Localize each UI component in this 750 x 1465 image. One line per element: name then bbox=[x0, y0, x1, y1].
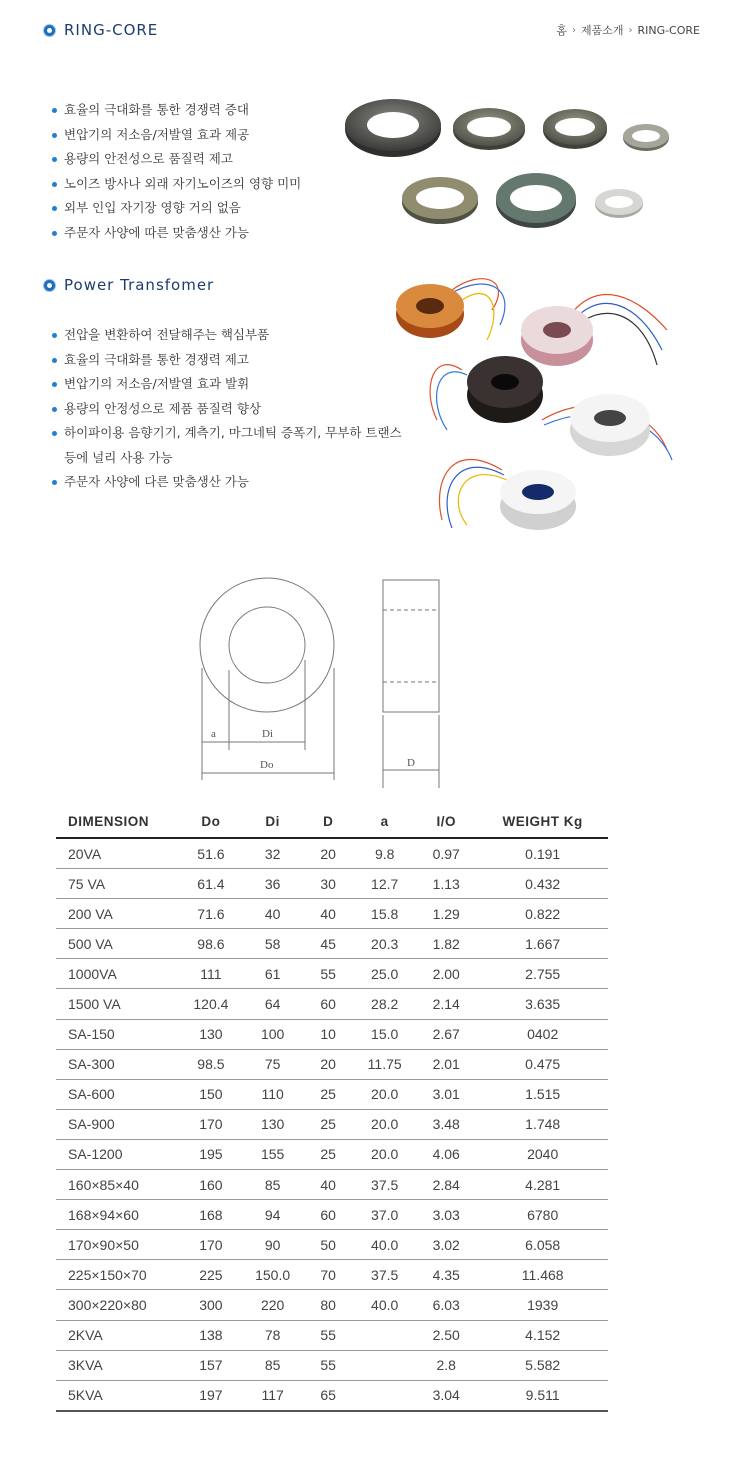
ring-core-title bbox=[44, 21, 158, 39]
table-cell: 100 bbox=[243, 1019, 302, 1049]
power-transformer-title-text: Power Transfomer bbox=[64, 276, 215, 294]
table-cell: 75 VA bbox=[56, 869, 179, 899]
list-item: 변압기의 저소음/저발열 효과 제공 bbox=[52, 123, 301, 148]
table-cell: 3.04 bbox=[415, 1380, 477, 1411]
list-item: 노이즈 방사나 외래 자기노이즈의 영향 미미 bbox=[52, 172, 301, 197]
table-cell: 40 bbox=[243, 899, 302, 929]
table-cell: 500 VA bbox=[56, 929, 179, 959]
table-cell: 0.191 bbox=[477, 838, 608, 869]
table-cell: 160 bbox=[179, 1170, 244, 1200]
table-cell: 150 bbox=[179, 1079, 244, 1109]
table-cell: 3.48 bbox=[415, 1109, 477, 1139]
table-row bbox=[56, 1109, 608, 1139]
table-row bbox=[56, 1380, 608, 1411]
table-cell: 1000VA bbox=[56, 959, 179, 989]
table-cell: 5.582 bbox=[477, 1350, 608, 1380]
table-cell: 197 bbox=[179, 1380, 244, 1411]
table-row bbox=[56, 899, 608, 929]
table-cell: 11.468 bbox=[477, 1260, 608, 1290]
list-item: 전압을 변환하여 전달해주는 핵심부품 bbox=[52, 323, 402, 348]
table-cell: 25 bbox=[302, 1079, 354, 1109]
table-cell: 50 bbox=[302, 1230, 354, 1260]
table-cell: 58 bbox=[243, 929, 302, 959]
table-cell: 20 bbox=[302, 1049, 354, 1079]
table-cell: SA-300 bbox=[56, 1049, 179, 1079]
chevron-right-icon: › bbox=[571, 24, 576, 36]
table-cell: SA-900 bbox=[56, 1109, 179, 1139]
table-cell: 120.4 bbox=[179, 989, 244, 1019]
table-cell: 55 bbox=[302, 1350, 354, 1380]
table-cell: 85 bbox=[243, 1350, 302, 1380]
table-cell: 11.75 bbox=[354, 1049, 415, 1079]
table-cell: 12.7 bbox=[354, 869, 415, 899]
table-cell: 157 bbox=[179, 1350, 244, 1380]
table-body bbox=[56, 838, 608, 1411]
table-row bbox=[56, 1290, 608, 1320]
table-cell: 25.0 bbox=[354, 959, 415, 989]
table-cell: 4.152 bbox=[477, 1320, 608, 1350]
table-cell: 225 bbox=[179, 1260, 244, 1290]
table-cell: 25 bbox=[302, 1139, 354, 1169]
table-cell: 2.8 bbox=[415, 1350, 477, 1380]
table-cell: 2.755 bbox=[477, 959, 608, 989]
table-cell: 1.748 bbox=[477, 1109, 608, 1139]
table-cell: 2KVA bbox=[56, 1320, 179, 1350]
table-cell: 3KVA bbox=[56, 1350, 179, 1380]
table-cell: 300×220×80 bbox=[56, 1290, 179, 1320]
table-cell: 1.82 bbox=[415, 929, 477, 959]
table-cell: 55 bbox=[302, 1320, 354, 1350]
table-cell: 20VA bbox=[56, 838, 179, 869]
table-cell: 65 bbox=[302, 1380, 354, 1411]
table-cell: 4.35 bbox=[415, 1260, 477, 1290]
col-header: Di bbox=[243, 805, 302, 838]
table-cell bbox=[354, 1350, 415, 1380]
table-cell: 20.3 bbox=[354, 929, 415, 959]
table-cell: 1.515 bbox=[477, 1079, 608, 1109]
table-cell: SA-150 bbox=[56, 1019, 179, 1049]
table-row bbox=[56, 929, 608, 959]
col-header: DIMENSION bbox=[56, 805, 179, 838]
table-cell: SA-600 bbox=[56, 1079, 179, 1109]
table-cell: 94 bbox=[243, 1200, 302, 1230]
table-cell: 0.822 bbox=[477, 899, 608, 929]
list-item: 용량의 안전성으로 품질력 제고 bbox=[52, 147, 301, 172]
table-row bbox=[56, 1079, 608, 1109]
power-transformer-features bbox=[52, 323, 402, 495]
power-transformer-title bbox=[44, 276, 214, 294]
table-cell: 200 VA bbox=[56, 899, 179, 929]
table-cell: 78 bbox=[243, 1320, 302, 1350]
col-header: WEIGHT Kg bbox=[477, 805, 608, 838]
table-cell: 170×90×50 bbox=[56, 1230, 179, 1260]
breadcrumb-current[interactable]: RING-CORE bbox=[637, 23, 700, 37]
table-row bbox=[56, 1049, 608, 1079]
table-row bbox=[56, 1019, 608, 1049]
list-item: 효율의 극대화를 통한 경쟁력 제고 bbox=[52, 348, 402, 373]
table-cell: 32 bbox=[243, 838, 302, 869]
table-cell: 170 bbox=[179, 1230, 244, 1260]
table-cell: 1.667 bbox=[477, 929, 608, 959]
table-cell: 15.8 bbox=[354, 899, 415, 929]
list-item: 외부 인입 자기장 영향 거의 없음 bbox=[52, 196, 301, 221]
table-row bbox=[56, 1230, 608, 1260]
list-item-line: 하이파이용 음향기기, 계측기, 마그네틱 증폭기, 무부하 트랜스 bbox=[64, 425, 402, 440]
table-cell: 195 bbox=[179, 1139, 244, 1169]
table-cell: 3.01 bbox=[415, 1079, 477, 1109]
breadcrumb-category[interactable]: 제품소개 bbox=[580, 24, 624, 37]
table-cell: 160×85×40 bbox=[56, 1170, 179, 1200]
table-cell: 2.01 bbox=[415, 1049, 477, 1079]
table-cell: 36 bbox=[243, 869, 302, 899]
table-cell: 28.2 bbox=[354, 989, 415, 1019]
table-cell: 6780 bbox=[477, 1200, 608, 1230]
table-cell: 2.84 bbox=[415, 1170, 477, 1200]
table-cell: 2.67 bbox=[415, 1019, 477, 1049]
table-row bbox=[56, 1170, 608, 1200]
table-cell: 0.475 bbox=[477, 1049, 608, 1079]
table-cell: 3.635 bbox=[477, 989, 608, 1019]
table-row bbox=[56, 1200, 608, 1230]
col-header: Do bbox=[179, 805, 244, 838]
table-cell: 130 bbox=[243, 1109, 302, 1139]
table-cell: 37.5 bbox=[354, 1170, 415, 1200]
table-cell: 2.14 bbox=[415, 989, 477, 1019]
table-row bbox=[56, 869, 608, 899]
table-cell: 170 bbox=[179, 1109, 244, 1139]
table-cell: 37.5 bbox=[354, 1260, 415, 1290]
list-item-line: 등에 널리 사용 가능 bbox=[64, 449, 173, 465]
table-cell: 1500 VA bbox=[56, 989, 179, 1019]
table-cell: 40 bbox=[302, 899, 354, 929]
table-cell: SA-1200 bbox=[56, 1139, 179, 1169]
list-item bbox=[52, 421, 402, 470]
table-cell: 6.03 bbox=[415, 1290, 477, 1320]
table-cell: 80 bbox=[302, 1290, 354, 1320]
table-cell bbox=[354, 1380, 415, 1411]
table-cell: 1939 bbox=[477, 1290, 608, 1320]
table-row bbox=[56, 838, 608, 869]
table-cell: 98.6 bbox=[179, 929, 244, 959]
col-header: I/O bbox=[415, 805, 477, 838]
table-cell: 61 bbox=[243, 959, 302, 989]
table-row bbox=[56, 959, 608, 989]
table-row bbox=[56, 1320, 608, 1350]
table-cell: 4.06 bbox=[415, 1139, 477, 1169]
table-cell: 45 bbox=[302, 929, 354, 959]
breadcrumb-home[interactable]: 홈 bbox=[556, 24, 567, 37]
ring-core-title-text: RING-CORE bbox=[64, 21, 159, 39]
chevron-right-icon: › bbox=[628, 24, 633, 36]
table-cell: 15.0 bbox=[354, 1019, 415, 1049]
table-cell: 37.0 bbox=[354, 1200, 415, 1230]
table-cell: 40.0 bbox=[354, 1230, 415, 1260]
table-cell: 5KVA bbox=[56, 1380, 179, 1411]
table-row bbox=[56, 1260, 608, 1290]
bullet-circle-icon bbox=[44, 280, 55, 291]
table-cell: 25 bbox=[302, 1109, 354, 1139]
table-cell: 75 bbox=[243, 1049, 302, 1079]
table-cell: 71.6 bbox=[179, 899, 244, 929]
table-cell: 4.281 bbox=[477, 1170, 608, 1200]
dimension-diagram bbox=[190, 570, 470, 795]
table-cell: 10 bbox=[302, 1019, 354, 1049]
table-cell: 168×94×60 bbox=[56, 1200, 179, 1230]
table-cell: 130 bbox=[179, 1019, 244, 1049]
table-cell: 51.6 bbox=[179, 838, 244, 869]
label-do: Do bbox=[260, 759, 274, 771]
table-cell: 155 bbox=[243, 1139, 302, 1169]
label-di: Di bbox=[262, 728, 273, 740]
col-header: D bbox=[302, 805, 354, 838]
table-cell: 20 bbox=[302, 838, 354, 869]
table-cell: 64 bbox=[243, 989, 302, 1019]
table-cell: 98.5 bbox=[179, 1049, 244, 1079]
list-item: 변압기의 저소음/저발열 효과 발휘 bbox=[52, 372, 402, 397]
table-cell: 9.8 bbox=[354, 838, 415, 869]
power-transformer-photo bbox=[392, 270, 682, 532]
list-item: 효율의 극대화를 통한 경쟁력 증대 bbox=[52, 98, 301, 123]
col-header: a bbox=[354, 805, 415, 838]
bullet-circle-icon bbox=[44, 25, 55, 36]
list-item: 주문자 사양에 다른 맞춤생산 가능 bbox=[52, 470, 402, 495]
table-cell: 85 bbox=[243, 1170, 302, 1200]
table-cell: 138 bbox=[179, 1320, 244, 1350]
table-cell: 220 bbox=[243, 1290, 302, 1320]
table-cell: 0402 bbox=[477, 1019, 608, 1049]
table-cell: 150.0 bbox=[243, 1260, 302, 1290]
table-cell bbox=[354, 1320, 415, 1350]
breadcrumb bbox=[556, 22, 700, 38]
list-item: 용량의 안정성으로 제품 품질력 향상 bbox=[52, 397, 402, 422]
table-cell: 20.0 bbox=[354, 1109, 415, 1139]
table-cell: 0.432 bbox=[477, 869, 608, 899]
ring-core-features bbox=[52, 98, 301, 245]
table-cell: 1.29 bbox=[415, 899, 477, 929]
label-a: a bbox=[211, 728, 216, 740]
table-cell: 300 bbox=[179, 1290, 244, 1320]
table-row bbox=[56, 989, 608, 1019]
table-cell: 20.0 bbox=[354, 1079, 415, 1109]
table-cell: 111 bbox=[179, 959, 244, 989]
table-cell: 2.00 bbox=[415, 959, 477, 989]
table-cell: 20.0 bbox=[354, 1139, 415, 1169]
table-cell: 30 bbox=[302, 869, 354, 899]
table-cell: 110 bbox=[243, 1079, 302, 1109]
table-cell: 2040 bbox=[477, 1139, 608, 1169]
list-item: 주문자 사양에 따른 맞춤생산 가능 bbox=[52, 221, 301, 246]
table-cell: 60 bbox=[302, 1200, 354, 1230]
table-cell: 40 bbox=[302, 1170, 354, 1200]
table-cell: 1.13 bbox=[415, 869, 477, 899]
label-d: D bbox=[407, 757, 415, 769]
table-cell: 61.4 bbox=[179, 869, 244, 899]
table-cell: 2.50 bbox=[415, 1320, 477, 1350]
table-cell: 117 bbox=[243, 1380, 302, 1411]
table-cell: 3.03 bbox=[415, 1200, 477, 1230]
table-cell: 55 bbox=[302, 959, 354, 989]
table-cell: 90 bbox=[243, 1230, 302, 1260]
table-cell: 70 bbox=[302, 1260, 354, 1290]
table-cell: 0.97 bbox=[415, 838, 477, 869]
table-row bbox=[56, 1139, 608, 1169]
table-cell: 6.058 bbox=[477, 1230, 608, 1260]
table-cell: 168 bbox=[179, 1200, 244, 1230]
table-cell: 40.0 bbox=[354, 1290, 415, 1320]
spec-table bbox=[56, 805, 608, 1412]
ring-core-photo bbox=[336, 92, 686, 232]
table-cell: 225×150×70 bbox=[56, 1260, 179, 1290]
table-header-row bbox=[56, 805, 608, 838]
table-cell: 9.511 bbox=[477, 1380, 608, 1411]
table-cell: 3.02 bbox=[415, 1230, 477, 1260]
table-cell: 60 bbox=[302, 989, 354, 1019]
table-row bbox=[56, 1350, 608, 1380]
